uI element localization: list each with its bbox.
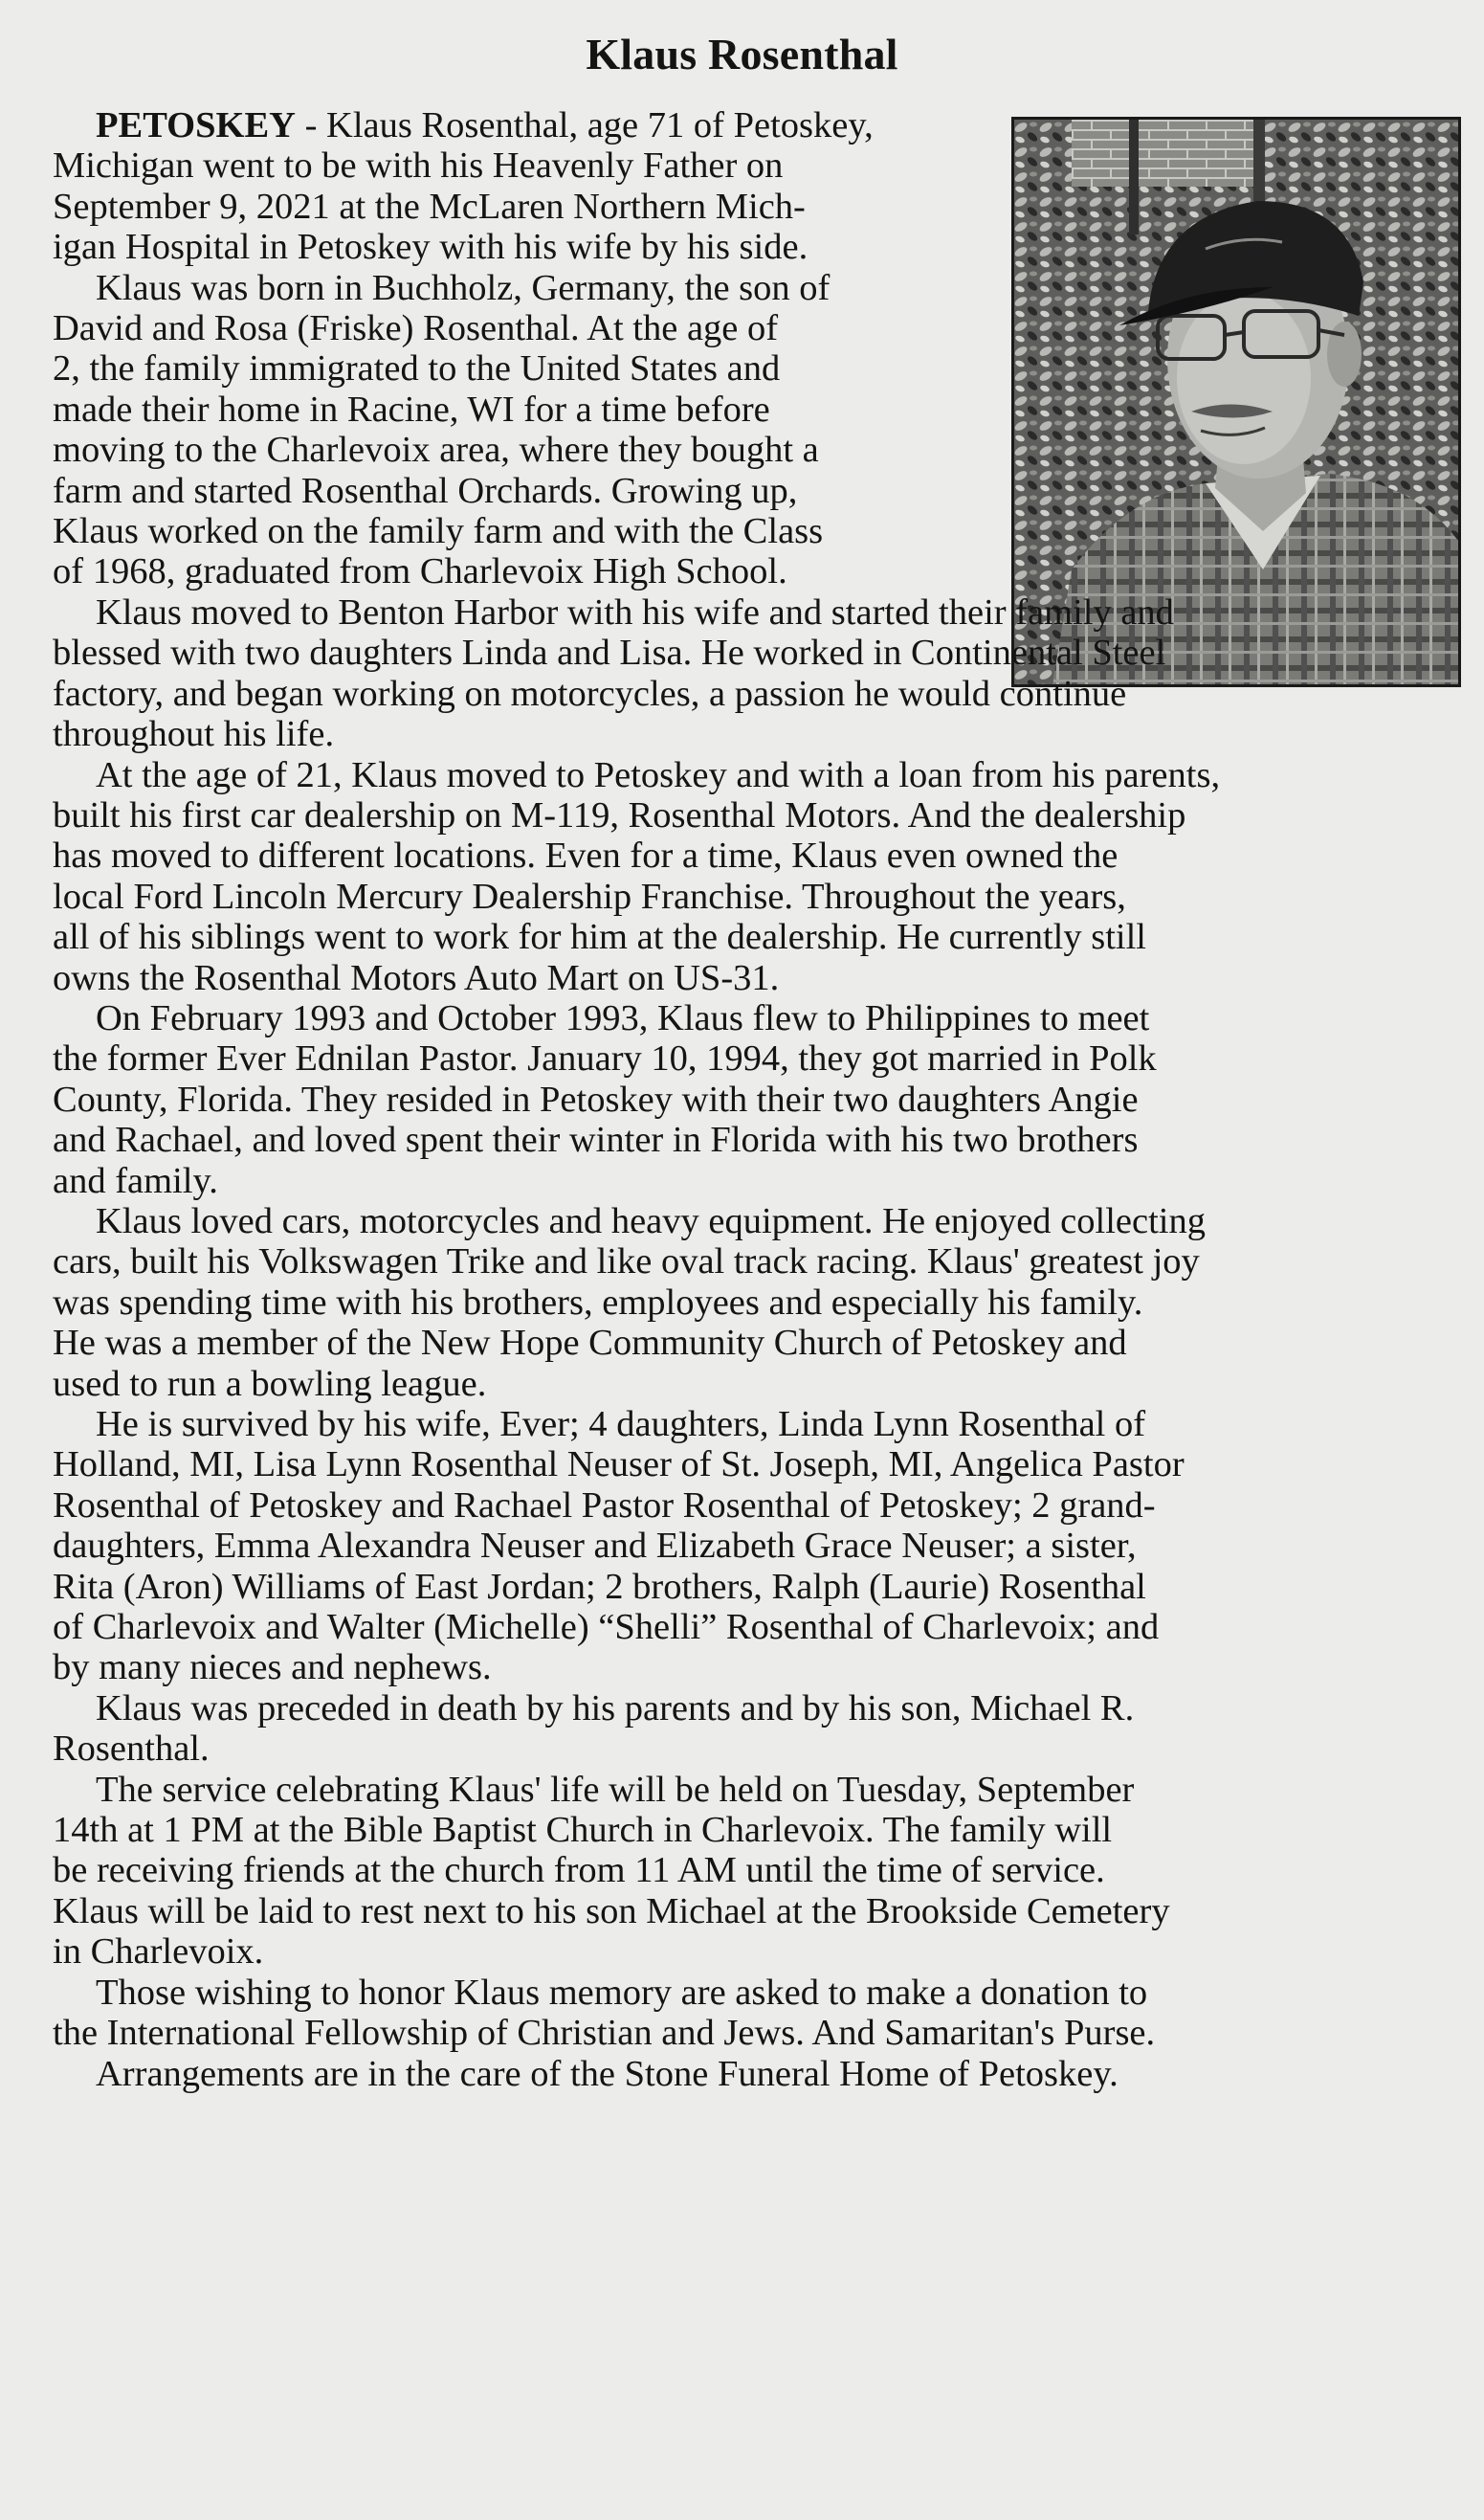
obituary-line: Klaus worked on the family farm and with the Class — [53, 511, 824, 552]
obituary-line: County, Florida. They resided in Petoskey with their two daughters Angie — [53, 1079, 1139, 1120]
obituary-line: Klaus will be laid to rest next to his son Michael at the Brookside Cemetery — [53, 1890, 1170, 1931]
obituary-line: in Charlevoix. — [53, 1931, 264, 1973]
obituary-title: Klaus Rosenthal — [586, 30, 898, 78]
obituary-line: 2, the family immigrated to the United States and — [53, 348, 781, 390]
obituary-line: of 1968, graduated from Charlevoix High School. — [53, 551, 787, 592]
obituary-line: David and Rosa (Friske) Rosenthal. At the age of — [53, 308, 779, 349]
obituary-line: daughters, Emma Alexandra Neuser and Elizabeth Grace Neuser; a sister, — [53, 1526, 1137, 1567]
obituary-line: Klaus was preceded in death by his parents and by his son, Michael R. — [96, 1687, 1135, 1728]
obituary-line: all of his siblings went to work for him at the dealership. He currently still — [53, 917, 1147, 958]
obituary-line: igan Hospital in Petoskey with his wife by his side. — [53, 227, 808, 268]
obituary-line: He is survived by his wife, Ever; 4 daughters, Linda Lynn Rosenthal of — [96, 1404, 1146, 1444]
obituary-line: the International Fellowship of Christian and Jews. And Samaritan's Purse. — [53, 2013, 1156, 2054]
obituary-line: Holland, MI, Lisa Lynn Rosenthal Neuser of St. Joseph, MI, Angelica Pastor — [53, 1444, 1185, 1485]
obituary-line: factory, and began working on motorcycles, a passion he would continue — [53, 673, 1127, 714]
dateline: PETOSKEY — [96, 105, 296, 145]
obituary-line: Klaus was born in Buchholz, Germany, the son of — [96, 267, 831, 308]
obituary-line: cars, built his Volkswagen Trike and like oval track racing. Klaus' greatest joy — [53, 1241, 1200, 1282]
obituary-line: Arrangements are in the care of the Stone Funeral Home of Petoskey. — [96, 2053, 1119, 2094]
obituary-line: Rosenthal. — [53, 1728, 210, 1770]
obituary-line: Those wishing to honor Klaus memory are asked to make a donation to — [96, 1972, 1148, 2013]
obituary-line: used to run a bowling league. — [53, 1363, 487, 1404]
obituary-line: Michigan went to be with his Heavenly Father on — [53, 145, 784, 187]
obituary-line: local Ford Lincoln Mercury Dealership Franchise. Throughout the years, — [53, 876, 1126, 917]
obituary-line: farm and started Rosenthal Orchards. Growing up, — [53, 470, 798, 511]
obituary-line: moving to the Charlevoix area, where they bought a — [53, 430, 819, 471]
obituary-line: has moved to different locations. Even for a time, Klaus even owned the — [53, 836, 1119, 877]
obituary-line: and Rachael, and loved spent their winter in Florida with his two brothers — [53, 1120, 1139, 1161]
obituary-line: and family. — [53, 1160, 218, 1201]
obituary-line: be receiving friends at the church from 11 AM until the time of service. — [53, 1850, 1105, 1891]
obituary-line: Rosenthal of Petoskey and Rachael Pastor Rosenthal of Petoskey; 2 grand- — [53, 1484, 1156, 1526]
obituary-line: throughout his life. — [53, 714, 335, 755]
obituary-line: of Charlevoix and Walter (Michelle) “Shelli” Rosenthal of Charlevoix; and — [53, 1607, 1160, 1648]
obituary-line: The service celebrating Klaus' life will be held on Tuesday, September — [96, 1769, 1135, 1810]
obituary-line: was spending time with his brothers, employees and especially his family. — [53, 1282, 1143, 1323]
obituary-line: 14th at 1 PM at the Bible Baptist Church in Charlevoix. The family will — [53, 1810, 1113, 1851]
obituary-line: blessed with two daughters Linda and Lisa. He worked in Continental Steel — [53, 633, 1166, 674]
obituary-line: Rita (Aron) Williams of East Jordan; 2 brothers, Ralph (Laurie) Rosenthal — [53, 1566, 1146, 1607]
obituary-line: On February 1993 and October 1993, Klaus flew to Philippines to meet — [96, 997, 1150, 1038]
obituary-line: made their home in Racine, WI for a time before — [53, 389, 770, 430]
obituary-body — [53, 105, 1464, 2094]
obituary-line: owns the Rosenthal Motors Auto Mart on US-31. — [53, 957, 780, 998]
obituary-line: He was a member of the New Hope Community Church of Petoskey and — [53, 1323, 1127, 1364]
obituary-line: Klaus loved cars, motorcycles and heavy equipment. He enjoyed collecting — [96, 1200, 1206, 1241]
obituary-line: September 9, 2021 at the McLaren Northern Mich- — [53, 186, 806, 227]
obituary-line: Klaus moved to Benton Harbor with his wife and started their family and — [96, 591, 1174, 633]
obituary-line: the former Ever Ednilan Pastor. January 10, 1994, they got married in Polk — [53, 1038, 1157, 1080]
obituary-line: by many nieces and nephews. — [53, 1647, 492, 1688]
obituary-line: PETOSKEY - Klaus Rosenthal, age 71 of Petoskey, — [96, 105, 874, 145]
obituary-line: At the age of 21, Klaus moved to Petoskey and with a loan from his parents, — [96, 754, 1221, 795]
obituary-line: built his first car dealership on M-119, Rosenthal Motors. And the dealership — [53, 794, 1186, 836]
